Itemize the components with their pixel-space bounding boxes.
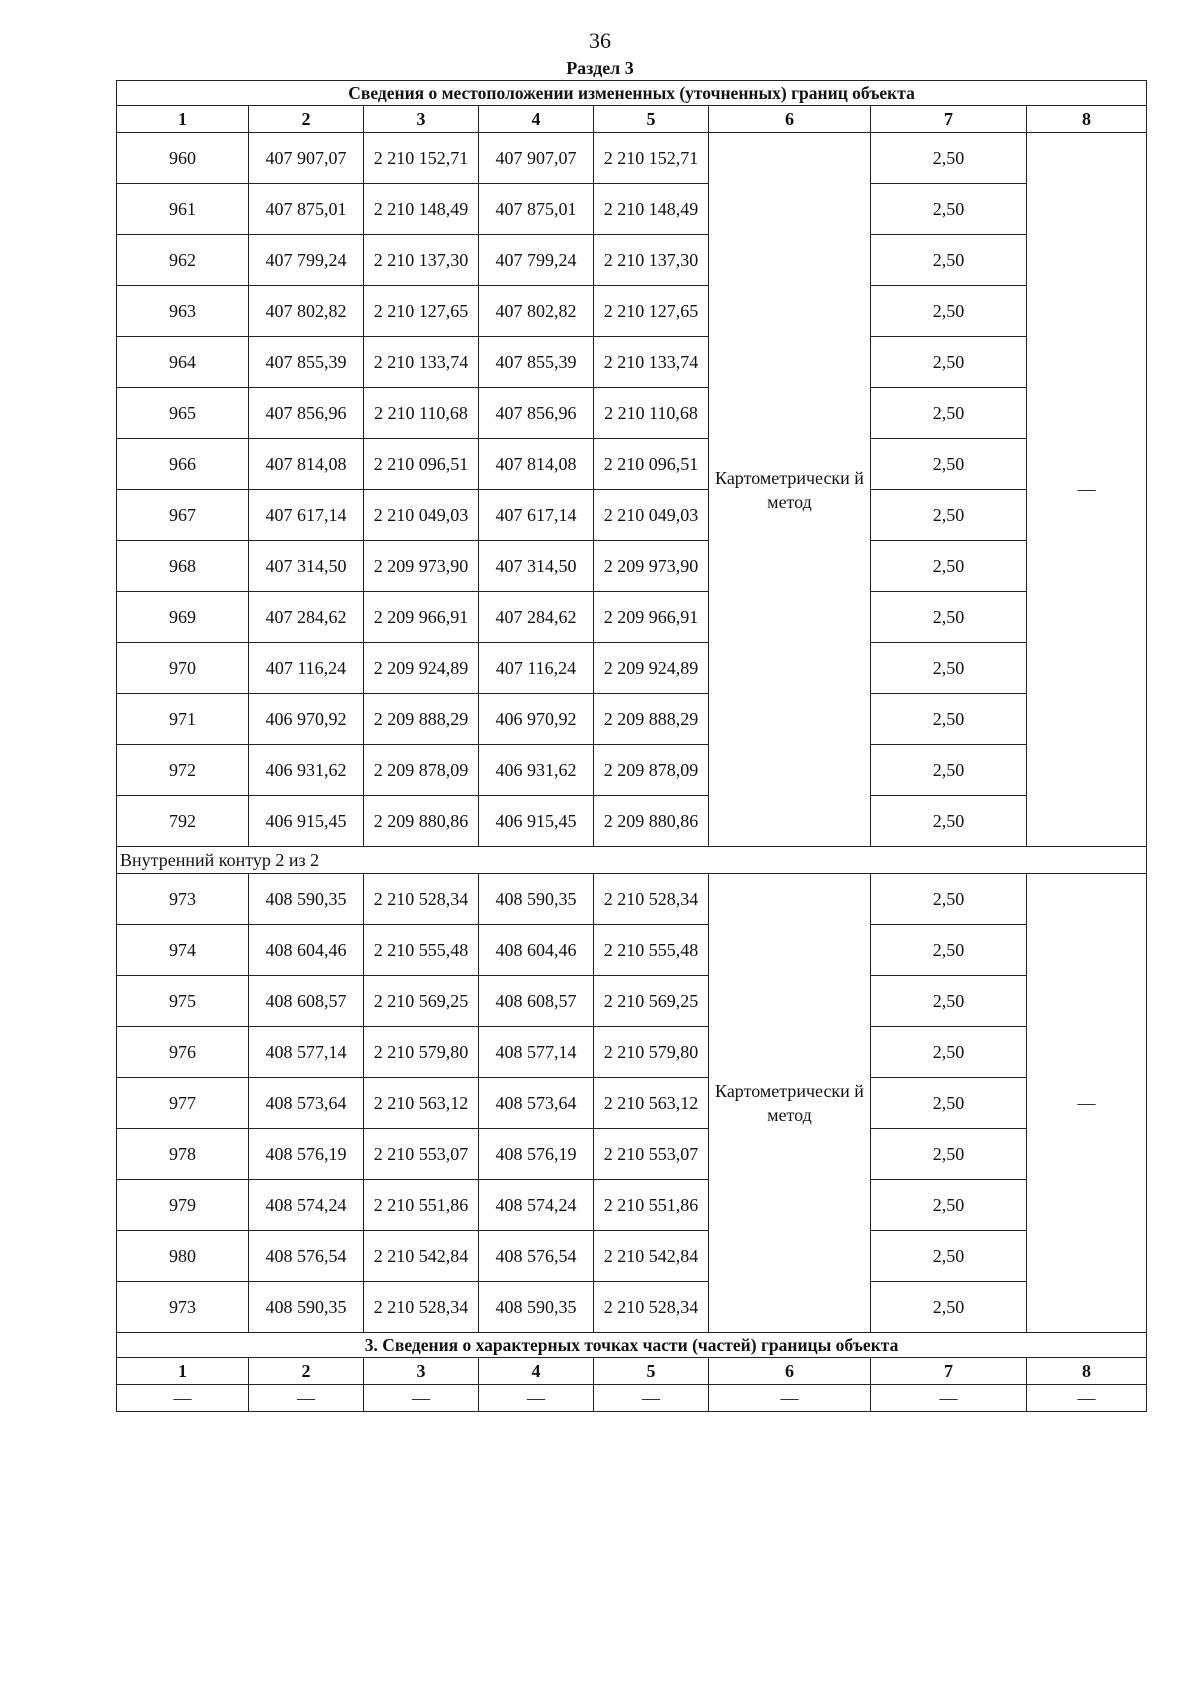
table-row — [117, 643, 1147, 694]
coord-y-refined: 2 210 110,68 — [594, 388, 709, 439]
accuracy-value: 2,50 — [871, 184, 1027, 235]
coord-y-existing: 2 210 569,25 — [364, 976, 479, 1027]
coord-x-refined: 407 875,01 — [479, 184, 594, 235]
coord-y-existing: 2 210 528,34 — [364, 1282, 479, 1333]
point-number: 968 — [117, 541, 249, 592]
column-header: 6 — [709, 106, 871, 133]
coord-y-existing: 2 210 553,07 — [364, 1129, 479, 1180]
accuracy-value: 2,50 — [871, 1180, 1027, 1231]
coord-y-existing: 2 209 924,89 — [364, 643, 479, 694]
accuracy-value: 2,50 — [871, 694, 1027, 745]
contour-label: Внутренний контур 2 из 2 — [117, 847, 1147, 874]
accuracy-value: 2,50 — [871, 874, 1027, 925]
section3-title: 3. Сведения о характерных точках части (частей) границы объекта — [117, 1333, 1147, 1358]
accuracy-value: 2,50 — [871, 1078, 1027, 1129]
accuracy-value: 2,50 — [871, 133, 1027, 184]
coord-x-existing: 407 802,82 — [249, 286, 364, 337]
column-header-row — [117, 106, 1147, 133]
coord-x-existing: 407 284,62 — [249, 592, 364, 643]
accuracy-value: 2,50 — [871, 490, 1027, 541]
table-row — [117, 388, 1147, 439]
column-header: 5 — [594, 106, 709, 133]
coord-x-existing: 408 576,19 — [249, 1129, 364, 1180]
column-header: 4 — [479, 106, 594, 133]
coord-y-refined: 2 209 973,90 — [594, 541, 709, 592]
table-row — [117, 976, 1147, 1027]
coord-x-existing: 408 590,35 — [249, 874, 364, 925]
table-row — [117, 133, 1147, 184]
dash-cell: — — [117, 1385, 249, 1412]
accuracy-value: 2,50 — [871, 1129, 1027, 1180]
coord-y-existing: 2 210 579,80 — [364, 1027, 479, 1078]
coord-y-refined: 2 210 127,65 — [594, 286, 709, 337]
coord-y-refined: 2 210 569,25 — [594, 976, 709, 1027]
coord-y-existing: 2 210 542,84 — [364, 1231, 479, 1282]
section3-title-row — [117, 1333, 1147, 1358]
accuracy-value: 2,50 — [871, 388, 1027, 439]
coord-x-refined: 407 284,62 — [479, 592, 594, 643]
coord-x-refined: 408 574,24 — [479, 1180, 594, 1231]
point-number: 960 — [117, 133, 249, 184]
column-header: 2 — [249, 106, 364, 133]
coord-x-refined: 407 314,50 — [479, 541, 594, 592]
coord-x-refined: 406 915,45 — [479, 796, 594, 847]
coord-y-refined: 2 210 542,84 — [594, 1231, 709, 1282]
coord-x-refined: 408 576,19 — [479, 1129, 594, 1180]
coord-x-refined: 408 577,14 — [479, 1027, 594, 1078]
accuracy-value: 2,50 — [871, 1231, 1027, 1282]
table-row — [117, 1078, 1147, 1129]
coord-x-refined: 407 116,24 — [479, 643, 594, 694]
table-row — [117, 1231, 1147, 1282]
coord-x-existing: 407 875,01 — [249, 184, 364, 235]
boundary-table — [116, 80, 1147, 1412]
point-number: 962 — [117, 235, 249, 286]
table-row — [117, 439, 1147, 490]
column-header: 3 — [364, 1358, 479, 1385]
table-row — [117, 1027, 1147, 1078]
method-cell: Картометрически й метод — [709, 133, 871, 847]
coord-x-existing: 408 604,46 — [249, 925, 364, 976]
accuracy-value: 2,50 — [871, 643, 1027, 694]
coord-y-refined: 2 210 049,03 — [594, 490, 709, 541]
table-row — [117, 745, 1147, 796]
column-header: 3 — [364, 106, 479, 133]
point-number: 972 — [117, 745, 249, 796]
coord-x-refined: 407 802,82 — [479, 286, 594, 337]
coord-x-existing: 408 608,57 — [249, 976, 364, 1027]
coord-y-refined: 2 210 555,48 — [594, 925, 709, 976]
accuracy-value: 2,50 — [871, 976, 1027, 1027]
coord-x-existing: 407 855,39 — [249, 337, 364, 388]
point-number: 973 — [117, 874, 249, 925]
coord-x-refined: 407 814,08 — [479, 439, 594, 490]
coord-y-refined: 2 210 563,12 — [594, 1078, 709, 1129]
table-row — [117, 796, 1147, 847]
accuracy-value: 2,50 — [871, 745, 1027, 796]
coord-y-existing: 2 210 148,49 — [364, 184, 479, 235]
coord-y-refined: 2 209 966,91 — [594, 592, 709, 643]
table-row — [117, 184, 1147, 235]
coord-y-existing: 2 209 880,86 — [364, 796, 479, 847]
accuracy-value: 2,50 — [871, 337, 1027, 388]
table-row — [117, 592, 1147, 643]
point-number: 975 — [117, 976, 249, 1027]
column-header: 7 — [871, 106, 1027, 133]
coord-x-refined: 407 907,07 — [479, 133, 594, 184]
coord-y-existing: 2 210 133,74 — [364, 337, 479, 388]
table-row — [117, 694, 1147, 745]
point-number: 961 — [117, 184, 249, 235]
coord-x-existing: 407 799,24 — [249, 235, 364, 286]
point-number: 967 — [117, 490, 249, 541]
dash-cell: — — [479, 1385, 594, 1412]
table-row — [117, 541, 1147, 592]
col8-dash: — — [1027, 874, 1147, 1333]
coord-y-refined: 2 210 137,30 — [594, 235, 709, 286]
accuracy-value: 2,50 — [871, 1027, 1027, 1078]
coord-x-refined: 406 931,62 — [479, 745, 594, 796]
coord-y-refined: 2 209 880,86 — [594, 796, 709, 847]
section3-value-row — [117, 1385, 1147, 1412]
coord-x-existing: 407 856,96 — [249, 388, 364, 439]
coord-x-refined: 408 590,35 — [479, 1282, 594, 1333]
coord-y-refined: 2 209 878,09 — [594, 745, 709, 796]
point-number: 977 — [117, 1078, 249, 1129]
coord-y-existing: 2 209 878,09 — [364, 745, 479, 796]
coord-y-existing: 2 210 096,51 — [364, 439, 479, 490]
table-row — [117, 286, 1147, 337]
coord-x-refined: 408 573,64 — [479, 1078, 594, 1129]
table-row — [117, 925, 1147, 976]
page-number: 36 — [589, 28, 611, 53]
accuracy-value: 2,50 — [871, 286, 1027, 337]
coord-x-refined: 407 856,96 — [479, 388, 594, 439]
coord-x-refined: 406 970,92 — [479, 694, 594, 745]
accuracy-value: 2,50 — [871, 235, 1027, 286]
method-cell: Картометрически й метод — [709, 874, 871, 1333]
coord-x-existing: 406 931,62 — [249, 745, 364, 796]
table-title: Сведения о местоположении измененных (уточненных) границ объекта — [117, 81, 1147, 106]
table-row — [117, 337, 1147, 388]
coord-y-refined: 2 210 152,71 — [594, 133, 709, 184]
dash-cell: — — [594, 1385, 709, 1412]
coord-y-existing: 2 210 137,30 — [364, 235, 479, 286]
column-header: 5 — [594, 1358, 709, 1385]
point-number: 980 — [117, 1231, 249, 1282]
coord-y-refined: 2 209 924,89 — [594, 643, 709, 694]
column-header: 2 — [249, 1358, 364, 1385]
coord-x-existing: 408 574,24 — [249, 1180, 364, 1231]
table-row — [117, 874, 1147, 925]
coord-y-refined: 2 210 148,49 — [594, 184, 709, 235]
coord-y-existing: 2 210 127,65 — [364, 286, 479, 337]
point-number: 976 — [117, 1027, 249, 1078]
table-row — [117, 1180, 1147, 1231]
point-number: 969 — [117, 592, 249, 643]
coord-y-refined: 2 210 551,86 — [594, 1180, 709, 1231]
coord-y-refined: 2 210 553,07 — [594, 1129, 709, 1180]
column-header: 8 — [1027, 1358, 1147, 1385]
coord-x-refined: 408 590,35 — [479, 874, 594, 925]
point-number: 970 — [117, 643, 249, 694]
column-header: 7 — [871, 1358, 1027, 1385]
accuracy-value: 2,50 — [871, 592, 1027, 643]
point-number: 978 — [117, 1129, 249, 1180]
point-number: 979 — [117, 1180, 249, 1231]
coord-x-existing: 408 576,54 — [249, 1231, 364, 1282]
coord-x-existing: 407 314,50 — [249, 541, 364, 592]
coord-y-existing: 2 210 049,03 — [364, 490, 479, 541]
coord-x-refined: 408 604,46 — [479, 925, 594, 976]
point-number: 792 — [117, 796, 249, 847]
dash-cell: — — [364, 1385, 479, 1412]
accuracy-value: 2,50 — [871, 439, 1027, 490]
coord-x-existing: 406 915,45 — [249, 796, 364, 847]
dash-cell: — — [249, 1385, 364, 1412]
contour-row — [117, 847, 1147, 874]
coord-y-existing: 2 209 973,90 — [364, 541, 479, 592]
table-row — [117, 1129, 1147, 1180]
coord-x-refined: 407 617,14 — [479, 490, 594, 541]
table-row — [117, 1282, 1147, 1333]
accuracy-value: 2,50 — [871, 925, 1027, 976]
column-header: 6 — [709, 1358, 871, 1385]
coord-y-existing: 2 210 551,86 — [364, 1180, 479, 1231]
coord-x-existing: 408 590,35 — [249, 1282, 364, 1333]
dash-cell: — — [709, 1385, 871, 1412]
coord-y-existing: 2 210 563,12 — [364, 1078, 479, 1129]
accuracy-value: 2,50 — [871, 1282, 1027, 1333]
point-number: 963 — [117, 286, 249, 337]
coord-y-existing: 2 210 110,68 — [364, 388, 479, 439]
column-header: 8 — [1027, 106, 1147, 133]
coord-y-existing: 2 210 555,48 — [364, 925, 479, 976]
coord-y-existing: 2 209 966,91 — [364, 592, 479, 643]
coord-x-refined: 407 855,39 — [479, 337, 594, 388]
point-number: 973 — [117, 1282, 249, 1333]
coord-x-existing: 407 617,14 — [249, 490, 364, 541]
column-header: 1 — [117, 1358, 249, 1385]
section3-header-row — [117, 1358, 1147, 1385]
point-number: 966 — [117, 439, 249, 490]
coord-x-existing: 407 116,24 — [249, 643, 364, 694]
coord-y-refined: 2 210 096,51 — [594, 439, 709, 490]
coord-x-refined: 408 608,57 — [479, 976, 594, 1027]
coord-x-existing: 408 577,14 — [249, 1027, 364, 1078]
table-row — [117, 235, 1147, 286]
coord-y-refined: 2 210 133,74 — [594, 337, 709, 388]
coord-y-refined: 2 210 528,34 — [594, 874, 709, 925]
coord-y-existing: 2 210 528,34 — [364, 874, 479, 925]
point-number: 965 — [117, 388, 249, 439]
coord-y-existing: 2 210 152,71 — [364, 133, 479, 184]
dash-cell: — — [1027, 1385, 1147, 1412]
coord-y-refined: 2 210 579,80 — [594, 1027, 709, 1078]
accuracy-value: 2,50 — [871, 796, 1027, 847]
coord-y-refined: 2 210 528,34 — [594, 1282, 709, 1333]
coord-x-existing: 406 970,92 — [249, 694, 364, 745]
column-header: 4 — [479, 1358, 594, 1385]
coord-x-existing: 408 573,64 — [249, 1078, 364, 1129]
col8-dash: — — [1027, 133, 1147, 847]
point-number: 974 — [117, 925, 249, 976]
coord-x-existing: 407 907,07 — [249, 133, 364, 184]
coord-x-refined: 408 576,54 — [479, 1231, 594, 1282]
table-row — [117, 490, 1147, 541]
coord-y-refined: 2 209 888,29 — [594, 694, 709, 745]
point-number: 971 — [117, 694, 249, 745]
accuracy-value: 2,50 — [871, 541, 1027, 592]
coord-y-existing: 2 209 888,29 — [364, 694, 479, 745]
coord-x-refined: 407 799,24 — [479, 235, 594, 286]
coord-x-existing: 407 814,08 — [249, 439, 364, 490]
point-number: 964 — [117, 337, 249, 388]
section-label: Раздел 3 — [566, 58, 634, 78]
column-header: 1 — [117, 106, 249, 133]
dash-cell: — — [871, 1385, 1027, 1412]
